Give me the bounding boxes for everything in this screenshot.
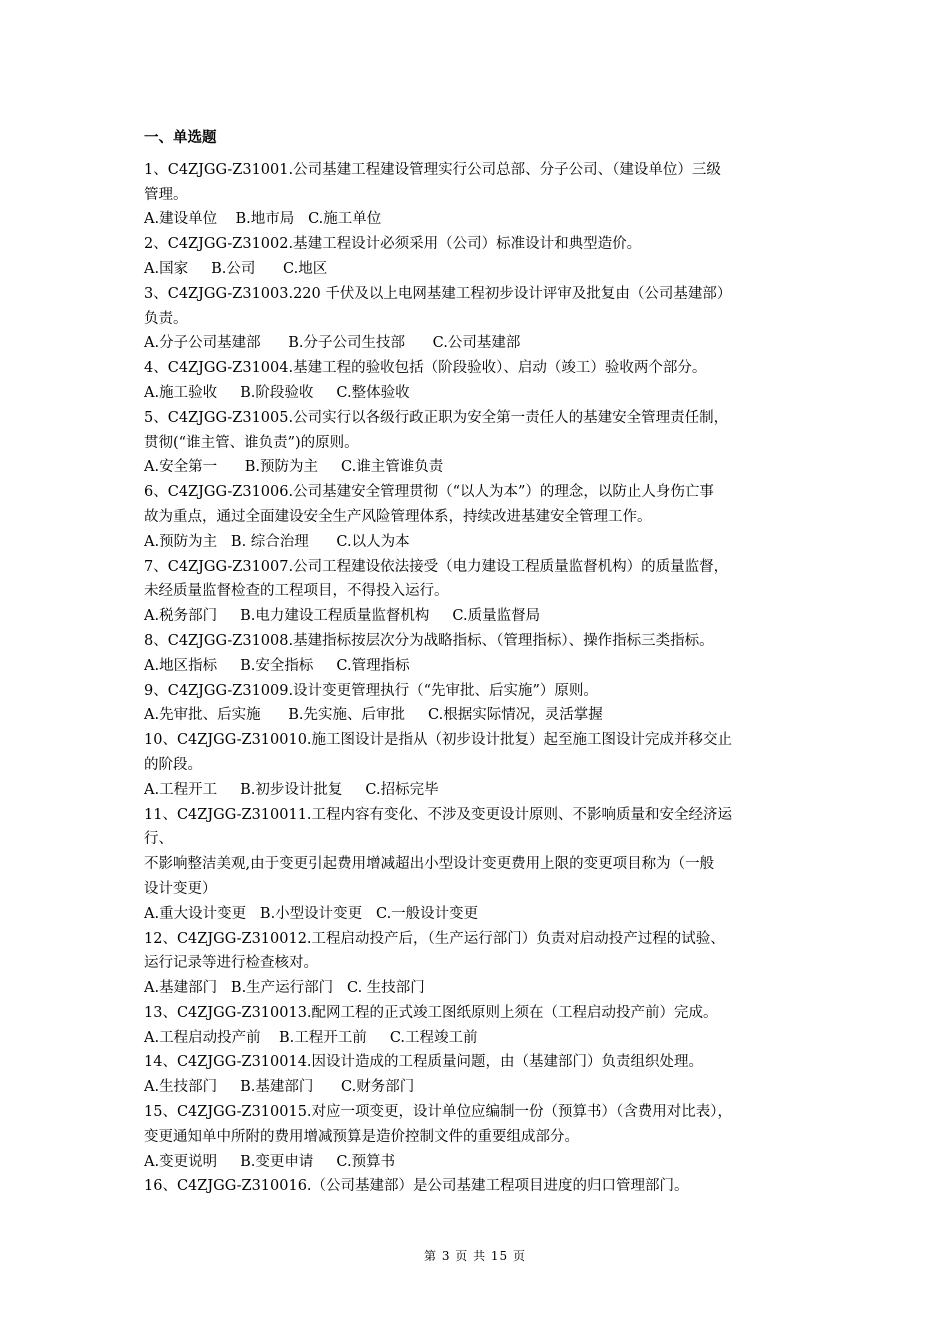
section-title: 一、单选题 [144, 129, 217, 146]
question-options: A.建设单位 B.地市局 C.施工单位 [144, 211, 382, 228]
document-body [144, 126, 809, 1199]
question-stem-line: 12、C4ZJGG-Z310012.工程启动投产后，（生产运行部门）负责对启动投产过程的试验、 [144, 930, 725, 947]
question-options: A.工程启动投产前 B.工程开工前 C.工程竣工前 [144, 1029, 478, 1046]
question-stem-line: 故为重点，通过全面建设安全生产风险管理体系，持续改进基建安全管理工作。 [144, 508, 652, 525]
question-options: A.分子公司基建部 B.分子公司生技部 C.公司基建部 [144, 335, 521, 352]
question-stem-line: 9、C4ZJGG-Z31009.设计变更管理执行（“先审批、后实施”）原则。 [144, 682, 598, 699]
question-options: A.变更说明 B.变更申请 C.预算书 [144, 1153, 396, 1170]
question-item [144, 282, 809, 356]
question-stem-line: 设计变更） [144, 880, 217, 897]
question-stem-line: 5、C4ZJGG-Z31005.公司实行以各级行政正职为安全第一责任人的基建安全管理责任制， [144, 409, 729, 426]
question-options: A.国家 B.公司 C.地区 [144, 260, 328, 277]
question-stem-line: 行、 [144, 831, 173, 848]
question-stem-line: 10、C4ZJGG-Z310010.施工图设计是指从（初步设计批复）起至施工图设计完成并移交止 [144, 732, 733, 749]
question-options: A.基建部门 B.生产运行部门 C. 生技部门 [144, 980, 425, 997]
question-list [144, 158, 809, 1199]
question-item [144, 356, 809, 406]
question-stem-line: 管理。 [144, 186, 188, 203]
question-item [144, 679, 809, 729]
question-stem-line: 1、C4ZJGG-Z31001.公司基建工程建设管理实行公司总部、分子公司、（建设单位）三级 [144, 161, 721, 178]
question-item [144, 728, 809, 802]
question-stem-line: 变更通知单中所附的费用增减预算是造价控制文件的重要组成部分。 [144, 1128, 579, 1145]
question-stem-line: 6、C4ZJGG-Z31006.公司基建安全管理贯彻（“以人为本”）的理念，以防止人身伤亡事 [144, 484, 714, 501]
question-item [144, 158, 809, 232]
question-item [144, 1001, 809, 1051]
question-item [144, 629, 809, 679]
question-stem-line: 运行记录等进行检查核对。 [144, 955, 318, 972]
question-stem-line: 13、C4ZJGG-Z310013.配网工程的正式竣工图纸原则上须在（工程启动投产前）完成。 [144, 1004, 718, 1021]
question-options: A.工程开工 B.初步设计批复 C.招标完毕 [144, 781, 439, 798]
question-stem-line: 4、C4ZJGG-Z31004.基建工程的验收包括（阶段验收）、启动（竣工）验收两个部分。 [144, 360, 707, 377]
question-stem-line: 不影响整洁美观,由于变更引起费用增减超出小型设计变更费用上限的变更项目称为（一般 [144, 856, 715, 873]
question-options: A.施工验收 B.阶段验收 C.整体验收 [144, 384, 410, 401]
question-options: A.税务部门 B.电力建设工程质量监督机构 C.质量监督局 [144, 608, 541, 625]
question-item [144, 1174, 809, 1199]
question-stem-line: 16、C4ZJGG-Z310016.（公司基建部）是公司基建工程项目进度的归口管理部门。 [144, 1178, 689, 1195]
question-item [144, 1100, 809, 1174]
question-stem-line: 15、C4ZJGG-Z310015.对应一项变更，设计单位应编制一份（预算书）（含费用对比表）， [144, 1104, 733, 1121]
question-stem-line: 未经质量监督检查的工程项目，不得投入运行。 [144, 583, 449, 600]
question-options: A.先审批、后实施 B.先实施、后审批 C.根据实际情况，灵活掌握 [144, 707, 603, 724]
question-stem-line: 2、C4ZJGG-Z31002.基建工程设计必须采用（公司）标准设计和典型造价。 [144, 236, 642, 253]
question-stem-line: 11、C4ZJGG-Z310011.工程内容有变化、不涉及变更设计原则、不影响质量和安全经济运 [144, 806, 733, 823]
page-footer: 第 3 页 共 15 页 [424, 1249, 526, 1263]
question-item [144, 232, 809, 282]
question-options: A.安全第一 B.预防为主 C.谁主管谁负责 [144, 459, 444, 476]
question-stem-line: 贯彻(“谁主管、谁负责”)的原则。 [144, 434, 359, 451]
question-options: A.生技部门 B.基建部门 C.财务部门 [144, 1079, 415, 1096]
question-item [144, 803, 809, 927]
question-item [144, 406, 809, 480]
question-stem-line: 8、C4ZJGG-Z31008.基建指标按层次分为战略指标、（管理指标）、操作指标三类指标。 [144, 632, 714, 649]
question-options: A.地区指标 B.安全指标 C.管理指标 [144, 657, 410, 674]
question-options: A.预防为主 B. 综合治理 C.以人为本 [144, 533, 410, 550]
question-stem-line: 的阶段。 [144, 756, 202, 773]
question-item [144, 927, 809, 1001]
question-item [144, 480, 809, 554]
question-item [144, 1050, 809, 1100]
question-stem-line: 7、C4ZJGG-Z31007.公司工程建设依法接受（电力建设工程质量监督机构）的质量监督， [144, 558, 729, 575]
question-item [144, 555, 809, 629]
question-stem-line: 负责。 [144, 310, 188, 327]
question-stem-line: 14、C4ZJGG-Z310014.因设计造成的工程质量问题，由（基建部门）负责组织处理。 [144, 1054, 704, 1071]
question-options: A.重大设计变更 B.小型设计变更 C.一般设计变更 [144, 905, 479, 922]
question-stem-line: 3、C4ZJGG-Z31003.220 千伏及以上电网基建工程初步设计评审及批复由（公司基建部） [144, 285, 732, 302]
